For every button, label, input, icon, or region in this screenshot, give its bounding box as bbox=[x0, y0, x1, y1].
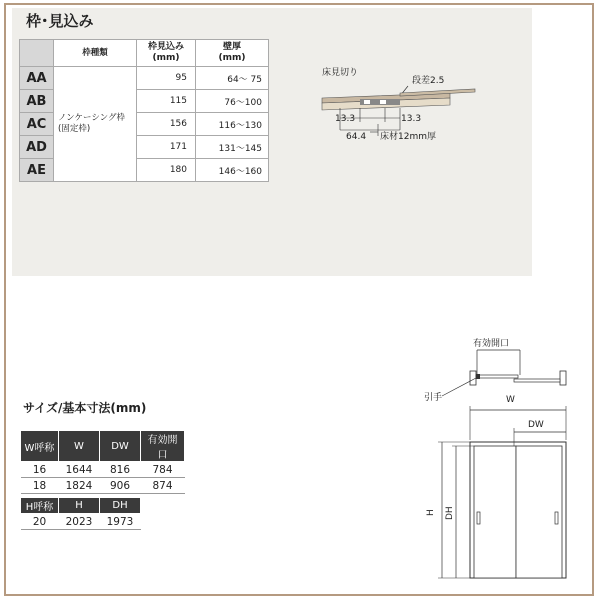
handle-marker bbox=[476, 374, 480, 379]
w-code: 18 bbox=[21, 478, 59, 494]
w-value: 1644 bbox=[59, 462, 100, 478]
dw-value: 906 bbox=[100, 478, 141, 494]
table-header-row bbox=[21, 498, 141, 514]
header-w-code: W呼称 bbox=[21, 431, 59, 462]
door-panel-plan bbox=[514, 379, 560, 382]
table-row bbox=[21, 478, 185, 494]
size-section-title: サイズ/基本寸法(mm) bbox=[23, 401, 147, 415]
door-panel-plan bbox=[476, 375, 518, 378]
effective-opening-value: 874 bbox=[141, 478, 185, 494]
frame-code: AE bbox=[20, 159, 54, 182]
h-code: 20 bbox=[21, 514, 59, 530]
rail-groove bbox=[380, 100, 386, 104]
table-corner-cell bbox=[20, 40, 54, 67]
dh-value: 1973 bbox=[100, 514, 141, 530]
dim-left: 13.3 bbox=[335, 114, 356, 124]
header-h-code: H呼称 bbox=[21, 498, 59, 514]
frame-depth: 171 bbox=[137, 136, 196, 159]
w-label: W bbox=[506, 395, 515, 405]
step-label: 段差2.5 bbox=[412, 76, 445, 86]
frame-jamb-left bbox=[470, 371, 476, 385]
effective-opening-value: 784 bbox=[141, 462, 185, 478]
handle-leader-line bbox=[442, 378, 476, 396]
rail-groove bbox=[364, 100, 370, 104]
wall-thickness: 76～100 bbox=[196, 90, 269, 113]
floor-transition-diagram bbox=[300, 58, 490, 148]
frame-depth: 156 bbox=[137, 113, 196, 136]
header-frame-depth-label: 枠見込み bbox=[147, 42, 184, 52]
w-value: 1824 bbox=[59, 478, 100, 494]
frame-code: AD bbox=[20, 136, 54, 159]
frame-code: AA bbox=[20, 67, 54, 90]
table-row bbox=[21, 514, 141, 530]
frame-depth-table bbox=[19, 39, 269, 182]
header-wall-thickness bbox=[196, 40, 269, 67]
dw-label: DW bbox=[528, 420, 544, 430]
header-dw: DW bbox=[100, 431, 141, 462]
frame-code: AB bbox=[20, 90, 54, 113]
w-code: 16 bbox=[21, 462, 59, 478]
header-h: H bbox=[59, 498, 100, 514]
frame-section-title: 枠･見込み bbox=[26, 12, 94, 30]
header-dh: DH bbox=[100, 498, 141, 514]
header-frame-depth bbox=[137, 40, 196, 67]
dw-value: 816 bbox=[100, 462, 141, 478]
door-plan-elevation-diagram bbox=[410, 330, 590, 585]
header-wall-thickness-label: 壁厚 bbox=[222, 42, 241, 52]
frame-jamb-right bbox=[560, 371, 566, 385]
frame-depth: 180 bbox=[137, 159, 196, 182]
header-w: W bbox=[59, 431, 100, 462]
handle-label: 引手 bbox=[424, 393, 443, 403]
width-size-table bbox=[20, 430, 185, 494]
frame-code: AC bbox=[20, 113, 54, 136]
header-frame-kind: 枠種類 bbox=[54, 40, 137, 67]
dim-bottom: 64.4 bbox=[346, 132, 367, 142]
frame-depth: 115 bbox=[137, 90, 196, 113]
table-header-row bbox=[21, 431, 185, 462]
header-frame-depth-unit: (mm) bbox=[152, 53, 180, 63]
h-label: H bbox=[426, 509, 436, 516]
h-value: 2023 bbox=[59, 514, 100, 530]
dim-right: 13.3 bbox=[401, 114, 422, 124]
effective-opening-label: 有効開口 bbox=[473, 339, 510, 349]
table-row bbox=[20, 67, 269, 90]
wall-thickness: 146～160 bbox=[196, 159, 269, 182]
wall-thickness: 64～ 75 bbox=[196, 67, 269, 90]
frame-kind-name: ノンケーシング枠 bbox=[58, 113, 125, 123]
frame-depth: 95 bbox=[137, 67, 196, 90]
table-header-row bbox=[20, 40, 269, 67]
frame-kind-note: (固定枠) bbox=[58, 124, 91, 134]
floor-transition-title: 床見切り bbox=[322, 68, 359, 78]
header-wall-thickness-unit: (mm) bbox=[218, 53, 246, 63]
table-row bbox=[21, 462, 185, 478]
floor-material-note: 床材12mm厚 bbox=[380, 132, 436, 142]
dh-label: DH bbox=[445, 506, 455, 520]
height-size-table bbox=[20, 497, 141, 530]
wall-thickness: 116～130 bbox=[196, 113, 269, 136]
header-effective-opening: 有効開口 bbox=[141, 431, 185, 462]
wall-thickness: 131～145 bbox=[196, 136, 269, 159]
frame-kind-cell bbox=[54, 67, 137, 182]
